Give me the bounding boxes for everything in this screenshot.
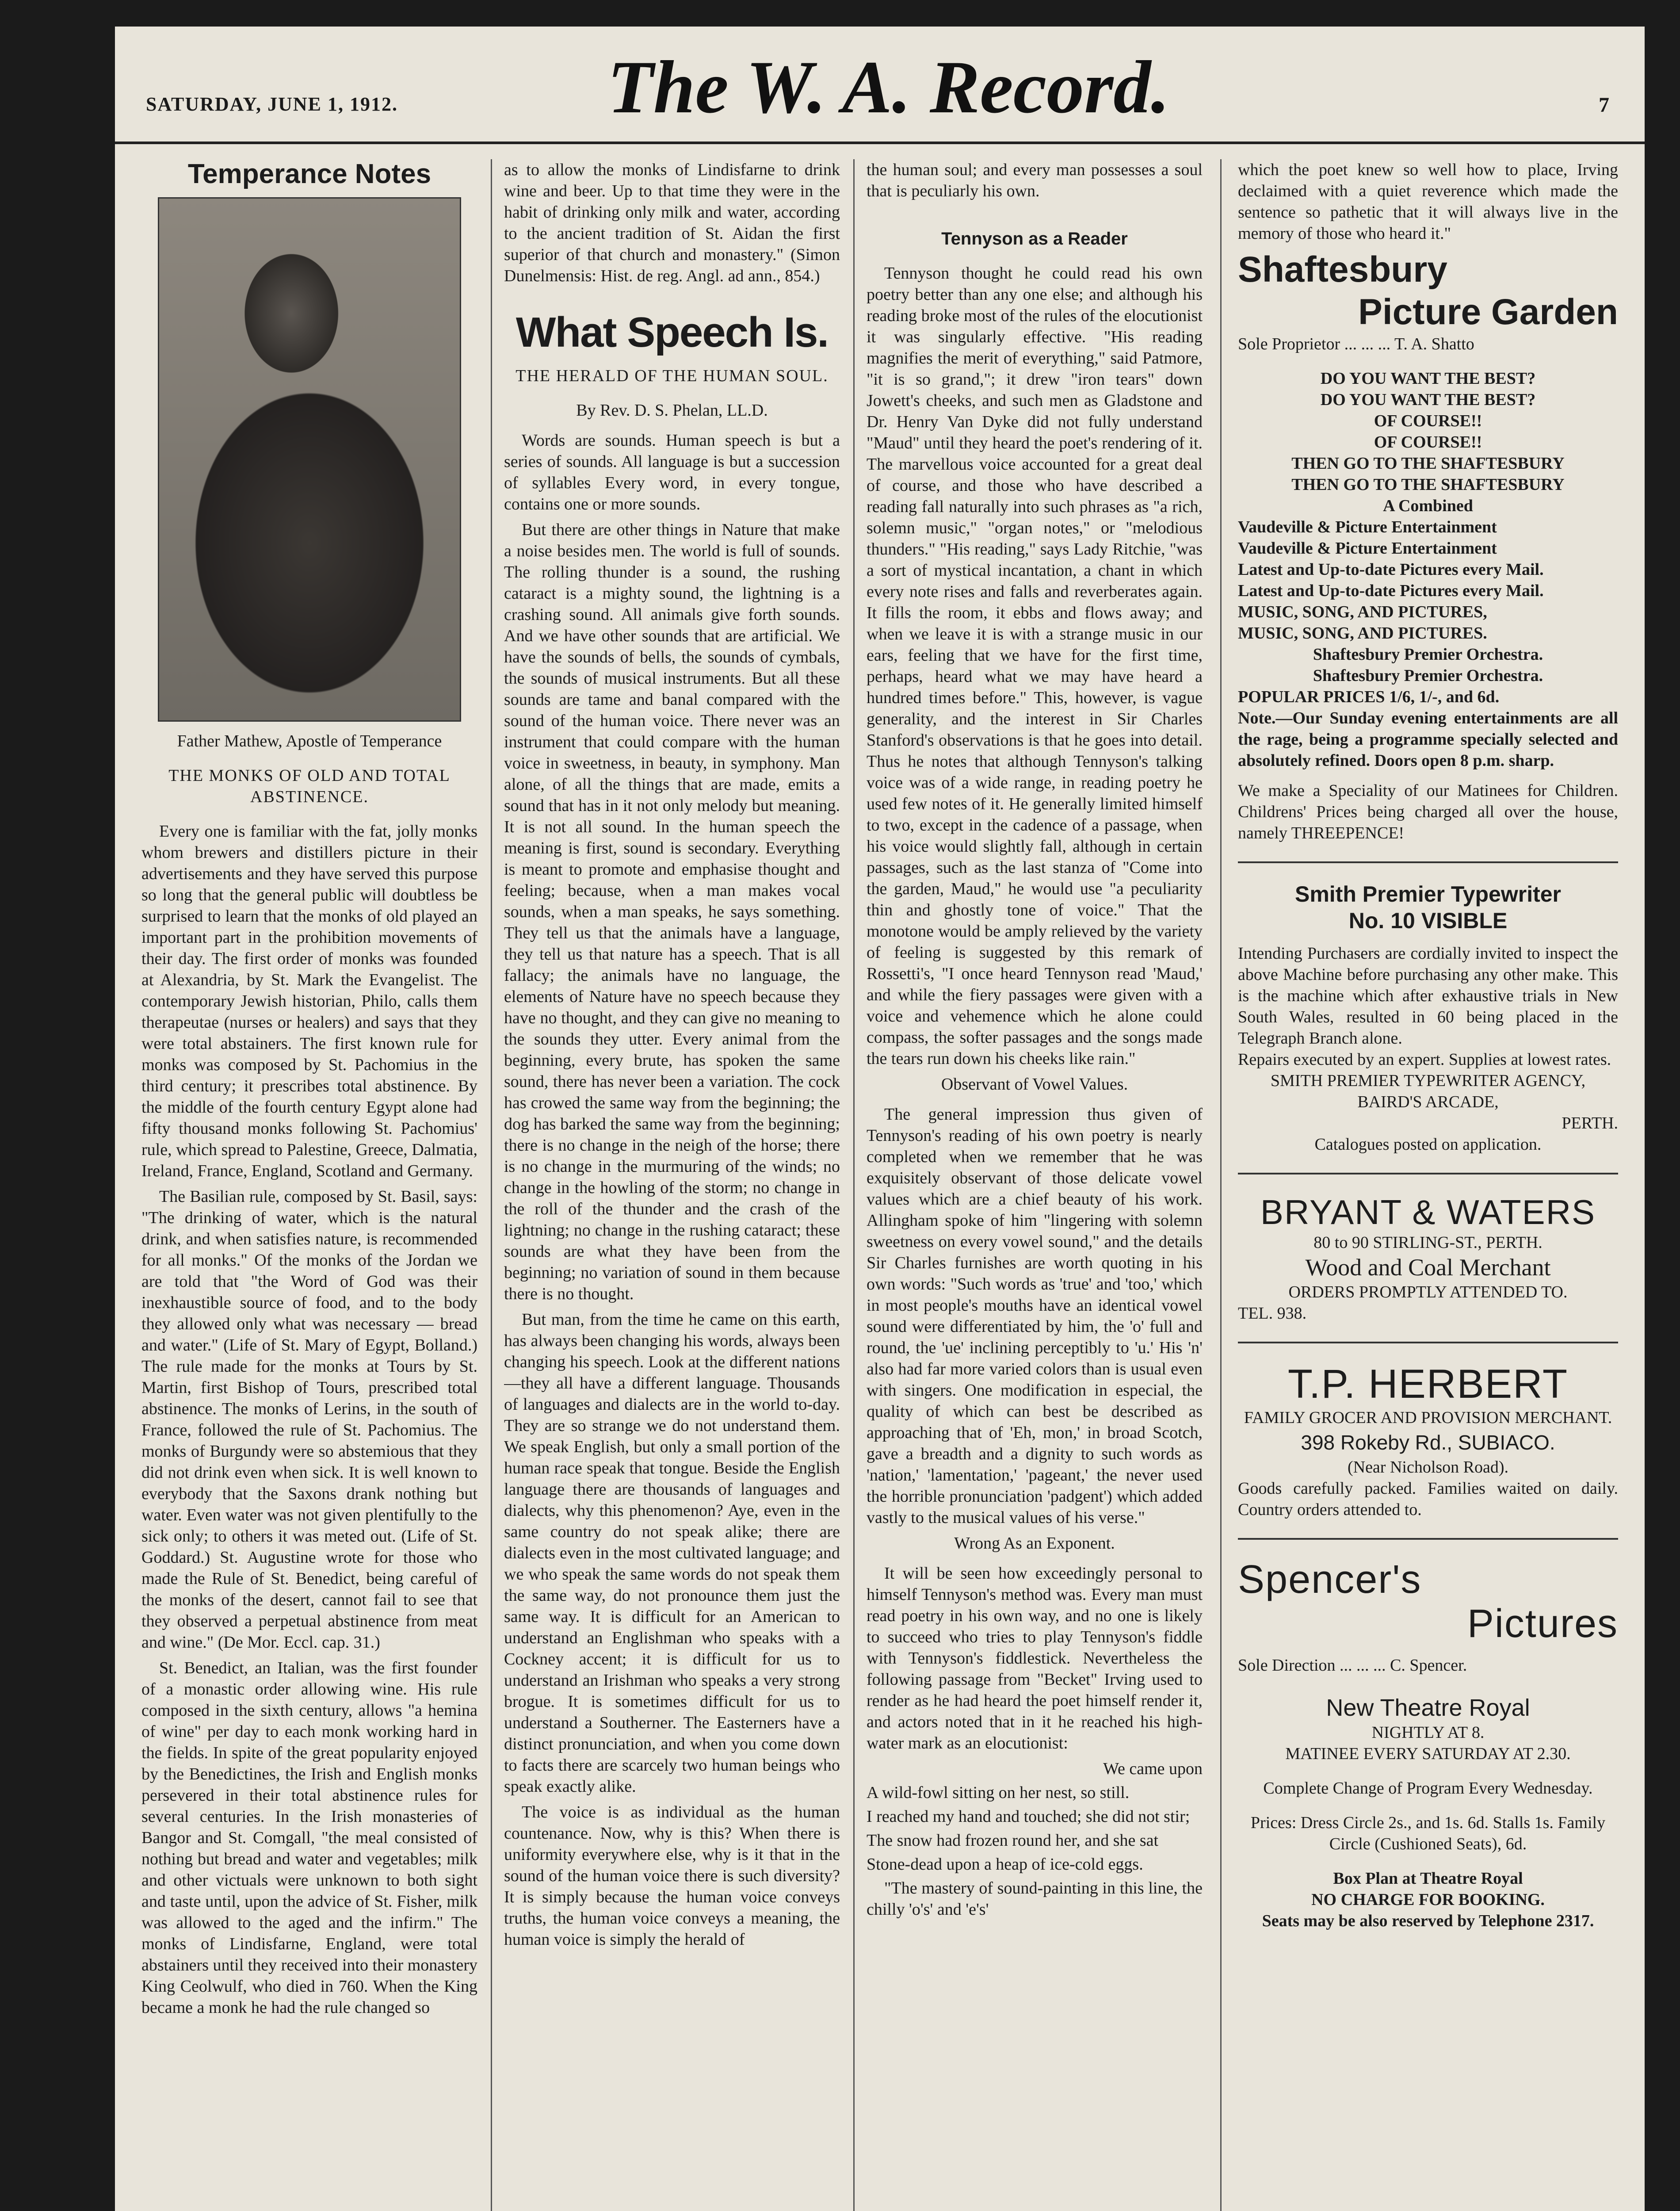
ad-title: No. 10 VISIBLE	[1348, 908, 1508, 933]
ad-line: Shaftesbury Premier Orchestra.	[1313, 666, 1543, 685]
ad-divider	[1238, 1342, 1618, 1343]
ad-line: THEN GO TO THE SHAFTESBURY	[1291, 454, 1565, 473]
temperance-heading: Temperance Notes	[187, 159, 431, 189]
ad-matinee: MATINEE EVERY SATURDAY AT 2.30.	[1285, 1744, 1571, 1763]
column-divider	[491, 159, 492, 2211]
column-divider	[853, 159, 855, 2211]
article-paragraph: Tennyson thought he could read his own poetry better than any one else; and although his reading broke most of the rules of the elocutionist it was singularly effective. "His reading magnifies the merit of everything," said Patmore, "it is so grand,"; it drew "iron tears" down Jowett's cheeks, and such men as Gladstone and Dr. Henry Van Dyke did not fully understand "Maud" until they heard the poet's rendering of it. The marvellous voice accounted for a great deal of course, and those who have described a reading fall naturally into such phrases as "a rich, solemn music," "organ notes," or "melodious thunders." "His reading," says Lady Ritchie, "was a sort of mystical incantation, a chant in which every note rises and falls and reverberates again. It fills the room, it ebbs and flows away; and when we leave it is with a strange music in our ears, feeling that we have for the first time, perhaps, heard what we may have heard a hundred times before." This, however, is vague generality, and the interest in Sir Charles Stanford's observations is that he goes into detail. Thus he notes that although Tennyson's talking voice was of a wide range, in reading poetry he used few notes of it. He generally limited himself to two, except in the cadence of a passage, when his voice would slightly fall, although in certain passages, such as the last stanza of "Come into the garden, Maud," he would use "a peculiarity thin and ghostly tone of voice." That the monotone would be amply relieved by the variety of feeling is suggested by this remark of Rossetti's, "I once heard Tennyson read 'Maud,' and while the fiery passages were given with a voice and vehemence which he alone could compass, the softer passages and the songs made the tears run down his cheeks like rain."	[867, 264, 1203, 1068]
ad-body: Repairs executed by an expert. Supplies at lowest rates.	[1238, 1050, 1611, 1069]
ad-line: OF COURSE!!	[1374, 412, 1482, 430]
ad-spencer	[1238, 1557, 1618, 1932]
column-tennyson	[867, 159, 1203, 2211]
ad-bryant-waters	[1238, 1192, 1618, 1324]
ad-matinee: We make a Speciality of our Matinees for Children. Childrens' Prices being charged all over the house, namely THREEPENCE!	[1238, 781, 1618, 842]
ad-tel: TEL. 938.	[1238, 1304, 1307, 1323]
article-paragraph: St. Benedict, an Italian, was the first founder of a monastic order allowing wine. His rule composed in the sixth century, allows "a hemina of wine" per day to each monk working hard in the fields. In spite of the great popularity enjoyed by the Benedictines, the Irish and English monks persevered in their total abstinence rules for several centuries. In the Irish monasteries of Bangor and St. Comgall, "the meal consisted of nothing but bread and water and vegetables; milk and other victuals were unknown to both sight and taste until, upon the advice of St. Fisher, milk was allowed to the aged and the infirm." The monks of Lindisfarne, England, were total abstainers until they received into their monastery King Ceolwulf, who died in 760. When the King became a monk he had the rule changed so	[141, 1659, 477, 2017]
ad-agency: SMITH PREMIER TYPEWRITER AGENCY,	[1270, 1071, 1586, 1090]
ad-proprietor: Sole Proprietor ... ... ... T. A. Shatto	[1238, 335, 1474, 353]
tennyson-subheading: Wrong As an Exponent.	[954, 1534, 1115, 1553]
ad-divider	[1238, 1173, 1618, 1174]
ad-title: Picture Garden	[1358, 292, 1618, 332]
ad-theatre: New Theatre Royal	[1326, 1695, 1530, 1721]
ad-title: Pictures	[1467, 1602, 1618, 1646]
verse-line: We came upon	[1103, 1760, 1203, 1778]
ad-title: BRYANT & WATERS	[1260, 1193, 1596, 1232]
ad-boxplan: Box Plan at Theatre Royal	[1333, 1869, 1523, 1888]
ad-address: 398 Rokeby Rd., SUBIACO.	[1301, 1431, 1555, 1454]
column-advertisements	[1238, 159, 1618, 2211]
ad-shaftesbury	[1238, 249, 1618, 844]
ad-line: Latest and Up-to-date Pictures every Mail.	[1238, 560, 1544, 579]
ad-prices: Prices: Dress Circle 2s., and 1s. 6d. Stalls 1s. Family Circle (Cushioned Seats), 6d.	[1250, 1813, 1606, 1853]
ad-body: Goods carefully packed. Families waited on daily. Country orders attended to.	[1238, 1479, 1618, 1519]
newspaper-title: The W. A. Record.	[607, 46, 1170, 129]
ad-title: Smith Premier Typewriter	[1294, 882, 1562, 907]
speech-subheading: THE HERALD OF THE HUMAN SOUL.	[515, 367, 829, 385]
article-paragraph: the human soul; and every man possesses a soul that is peculiarly his own.	[867, 161, 1203, 200]
ad-title: Shaftesbury	[1238, 249, 1447, 290]
ad-nightly: NIGHTLY AT 8.	[1371, 1723, 1485, 1742]
ad-trade: FAMILY GROCER AND PROVISION MERCHANT.	[1244, 1408, 1612, 1427]
ad-near: (Near Nicholson Road).	[1347, 1458, 1509, 1477]
issue-date: SATURDAY, JUNE 1, 1912.	[146, 93, 398, 115]
article-paragraph: which the poet knew so well how to place, Irving declaimed with a quiet reverence which made the sentence so pathetic that it will always live in the memory of those who heard it."	[1238, 161, 1618, 243]
verse-line: I reached my hand and touched; she did not stir;	[867, 1807, 1190, 1826]
article-paragraph: The voice is as individual as the human countenance. Now, why is this? When there is uniformity everywhere else, why is it that in the sound of the human voice there is such diversity? It is simply because the human voice conveys truths, the human voice conveys a meaning, the human voice is simply the herald of	[504, 1803, 840, 1949]
verse-line: Stone-dead upon a heap of ice-cold eggs.	[867, 1855, 1143, 1874]
ad-reserved: Seats may be also reserved by Telephone 2317.	[1262, 1912, 1594, 1930]
article-paragraph: But man, from the time he came on this earth, has always been changing his words, always been changing his speech. Look at the different nations—they all have a different language. Thousands of languages and dialects are in the world to-day. They are so strange we do not understand them. We speak English, but only a small portion of the human race speak that tongue. Beside the English language there are thousands of languages and dialects, why this phenomenon? Aye, even in the same country do not speak alike; there are dialects even in the most cultivated language; and we who speak the same words do not speak them the same way, do not pronounce them just the same way. It is difficult for an American to understand an Englishman who speaks with a Cockney accent; it is difficult for us to understand an Irishman who speaks a very strong brogue. It is sometimes difficult for us to understand a Southerner. The Easterners have a distinct pronunciation, and when you come down to facts there are scarcely two human beings who speak exactly alike.	[504, 1310, 840, 1796]
ad-line: Vaudeville & Picture Entertainment	[1238, 518, 1497, 536]
ad-city: PERTH.	[1562, 1114, 1618, 1132]
article-paragraph: It will be seen how exceedingly personal to himself Tennyson's method was. Every man must read poetry in his own way, and no one is likely to succeed who tries to play Tennyson's fiddle with Tennyson's fiddlestick. Nevertheless the following passage from "Becket" Irving used to render as he had heard the poet himself render it, and actors noted that in it he reached his high-water mark as an elocutionist:	[867, 1564, 1203, 1752]
ad-line: Shaftesbury Premier Orchestra.	[1313, 645, 1543, 664]
ad-smith-premier	[1238, 881, 1618, 1155]
ad-arcade: BAIRD'S ARCADE,	[1357, 1093, 1499, 1111]
article-paragraph: The Basilian rule, composed by St. Basil, says: "The drinking of water, which is the natural drink, and when satisfies nature, is recommended for all monks." Of the monks of the Jordan we are told that "the Word of God was their inexhaustible source of food, and to the body they allowed only what was necessary — bread and water." (Life of St. Mary of Egypt, Bolland.) The rule made for the monks at Tours by St. Martin, first Bishop of Tours, prescribed total abstinence. The monks of Lerins, in the south of France, followed the rule of St. Pachomius. The monks of Burgundy were so abstemious that they did not drink even when sick. It is well known to everybody that the Saxons drank nothing but water. Even water was not given plentifully to the sick only; to others it was meted out. (Life of St. Goddard.) St. Augustine wrote for those who made the Rule of St. Benedict, being careful of the monks of the desert, cannot fail to see that they observed a perpetual abstinence from meat and wine." (De Mor. Eccl. cap. 31.)	[141, 1187, 477, 1652]
ad-line: THEN GO TO THE SHAFTESBURY	[1291, 475, 1565, 494]
ad-line: Latest and Up-to-date Pictures every Mail.	[1238, 581, 1544, 600]
ad-line: MUSIC, SONG, AND PICTURES.	[1238, 624, 1487, 643]
ad-line: A Combined	[1383, 497, 1473, 515]
tennyson-subheading: Observant of Vowel Values.	[941, 1075, 1128, 1094]
newspaper-page	[115, 27, 1645, 2211]
ad-line: Vaudeville & Picture Entertainment	[1238, 539, 1497, 558]
tennyson-heading: Tennyson as a Reader	[941, 229, 1128, 249]
portrait-image	[158, 197, 461, 722]
ad-catalogues: Catalogues posted on application.	[1314, 1135, 1542, 1154]
article-paragraph: Words are sounds. Human speech is but a series of sounds. All language is but a succession of syllables Every word, in every tongue, contains one or more sounds.	[504, 431, 840, 513]
masthead	[115, 27, 1645, 144]
article-paragraph: Every one is familiar with the fat, jolly monks whom brewers and distillers picture in their advertisements and they have served this purpose so long that the general public will doubtless be surprised to learn that the monks of old played an important part in the prohibition movements of their day. The first order of monks was founded at Alexandria, by St. Mark the Evangelist. The contemporary Jewish historian, Philo, calls them therapeutae (nurses or healers) and says that they were total abstainers. The first known rule for monks was composed by St. Pachomius in the third century; it prescribes total abstinence. By the middle of the fourth century Egypt alone had fifty thousand monks following St. Pachomius' rule, which spread to Palestine, Greece, Dalmatia, Ireland, France, England, Scotland and Germany.	[141, 822, 477, 1180]
article-paragraph: The general impression thus given of Tennyson's reading of his own poetry is nearly completed when we remember that he was exquisitely observant of those delicate vowel values which are a chief beauty of his work. Allingham spoke of him "lingering with solemn sweetness on every vowel sound," and the details Sir Charles furnishes are worth quoting in his own words: "Such words as 'true' and 'too,' which in most people's mouths have an identical vowel sound were differentiated by him, the 'o' full and round, the 'ue' inclining perceptibly to 'u.' His 'n' also had far more varied colors than is usual even with singers. One modification in especial, the quality of which can best be described as approaching that of 'Eh, mon,' in broad Scotch, gave a breadth and a dignity to such words as 'nation,' 'lamentation,' 'pageant,' the never used the horrible pronunciation 'padgent') which added vastly to the musical values of his verse."	[867, 1105, 1203, 1527]
ad-title: Spencer's	[1238, 1557, 1422, 1602]
speech-heading: What Speech Is.	[515, 309, 829, 356]
ad-note: Note.—Our Sunday evening entertainments are all the rage, being a programme specially selected and absolutely refined. Doors open 8 p.m. sharp.	[1238, 709, 1618, 770]
ad-line: OF COURSE!!	[1374, 433, 1482, 451]
ad-orders: ORDERS PROMPTLY ATTENDED TO.	[1288, 1283, 1568, 1301]
verse-line: The snow had frozen round her, and she sat	[867, 1831, 1159, 1850]
article-paragraph: But there are other things in Nature that make a noise besides men. The world is full of sounds. The rolling thunder is a sound, the rushing cataract is a mighty sound, the lightning is a crashing sound. All animals give forth sounds. And we have other sounds that are artificial. We have the sounds of bells, the sounds of cymbals, the sounds of musical instruments. But all these sounds are tame and banal compared with the sound of the human voice. There never was an instrument that could compare with the human voice in sweetness, in beauty, in symphony. Man alone, of all the things that are made, emits a sound that has in it not only melody but meaning. It is not all sound. In the human speech the meaning is first, sound is secondary. Everything is meant to promote and emphasise thought and feeling; because, when a man makes vocal sounds, when a man speaks, he says something. They tell us that the animals have a language, they tell us that nature has a speech. That is all fallacy; the animals have no language, the elements of Nature have no speech because they have no thought, and they can give no meaning to the sounds they utter. Every animal from the beginning, every brute, has spoken the same sound, there has never been a variation. The cock has crowed the same way from the beginning; the dog has barked the same way from the beginning; there is no change in the neigh of the horse; there is no change in the murmuring of the winds; no change in the howling of the storm; no change in the roll of the thunder and the crash of the lightning; no change in the rushing cataract; these sounds are what they have been from the beginning; no variation of sound in them because there is no thought.	[504, 520, 840, 1303]
page-number: 7	[1599, 93, 1609, 117]
ad-line: DO YOU WANT THE BEST?	[1320, 369, 1536, 388]
ad-prices: POPULAR PRICES 1/6, 1/-, and 6d.	[1238, 688, 1500, 706]
portrait-caption: Father Mathew, Apostle of Temperance	[177, 732, 442, 750]
ad-divider	[1238, 1538, 1618, 1540]
column-speech	[504, 159, 840, 2211]
ad-change: Complete Change of Program Every Wednesday.	[1263, 1779, 1593, 1798]
ad-body: Intending Purchasers are cordially invited to inspect the above Machine before purchasing any other make. This is the machine which after exhaustive trials in New South Wales, resulted in 60 being placed in the Telegraph Branch alone.	[1238, 944, 1618, 1048]
column-divider	[1220, 159, 1222, 2211]
ad-line: MUSIC, SONG, AND PICTURES,	[1238, 603, 1487, 621]
verse-line: A wild-fowl sitting on her nest, so still.	[867, 1783, 1130, 1802]
ad-nocharge: NO CHARGE FOR BOOKING.	[1311, 1890, 1545, 1909]
article-paragraph: "The mastery of sound-painting in this line, the chilly 'o's' and 'e's'	[867, 1879, 1203, 1919]
ad-address: 80 to 90 STIRLING-ST., PERTH.	[1313, 1233, 1543, 1252]
ad-trade: Wood and Coal Merchant	[1305, 1254, 1551, 1281]
ad-line: DO YOU WANT THE BEST?	[1320, 390, 1536, 409]
ad-title: T.P. HERBERT	[1287, 1362, 1569, 1407]
temperance-subheading: THE MONKS OF OLD AND TOTAL ABSTINENCE.	[168, 766, 451, 806]
ad-direction: Sole Direction ... ... ... C. Spencer.	[1238, 1656, 1467, 1675]
column-temperance	[141, 159, 477, 2211]
speech-byline: By Rev. D. S. Phelan, LL.D.	[576, 401, 768, 420]
ad-divider	[1238, 861, 1618, 863]
article-paragraph: as to allow the monks of Lindisfarne to drink wine and beer. Up to that time they were in the habit of drinking only milk and water, according to the ancient tradition of St. Aidan the first superior of that church and monastery." (Simon Dunelmensis: Hist. de reg. Angl. ad ann., 854.)	[504, 161, 840, 285]
ad-herbert	[1238, 1361, 1618, 1520]
